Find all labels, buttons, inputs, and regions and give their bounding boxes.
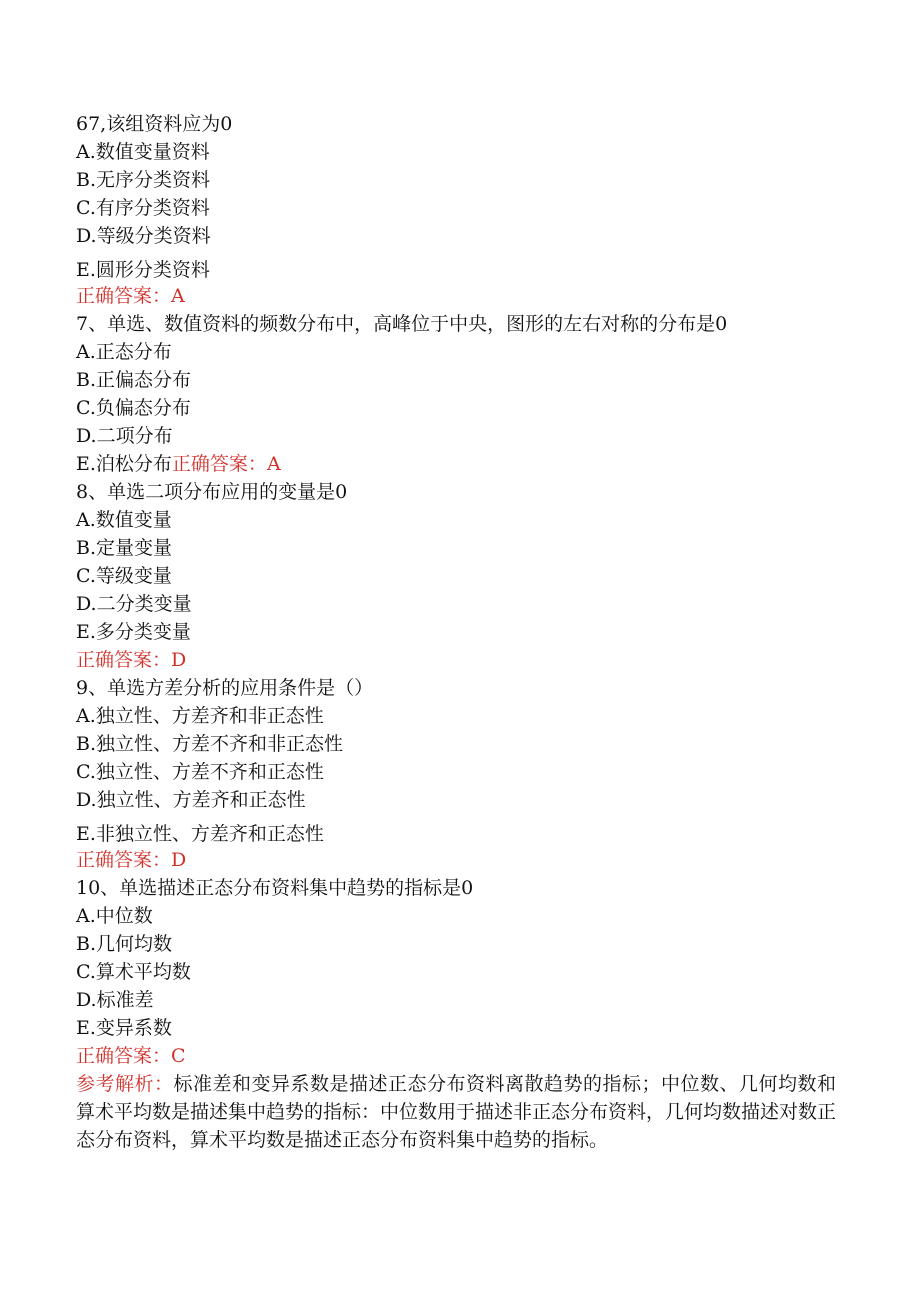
option-e-with-answer xyxy=(76,450,836,478)
option-e: E.多分类变量 xyxy=(76,621,191,643)
answer-label: 正确答案： xyxy=(76,649,172,671)
answer-line xyxy=(76,846,836,874)
option-c: C.独立性、方差不齐和正态性 xyxy=(76,761,324,783)
option-d: D.标准差 xyxy=(76,989,154,1011)
question-stem: 9、单选方差分析的应用条件是（） xyxy=(76,677,374,699)
explanation-text: 标准差和变异系数是描述正态分布资料离散趋势的指标；中位数、几何均数和算术平均数是描述集中趋势的指标：中位数用于描述非正态分布资料，几何均数描述对数正态分布资料，算术平均数是描述正态分布资料集中趋势的指标。 xyxy=(76,1073,837,1151)
option-e: E.非独立性、方差齐和正态性 xyxy=(76,823,324,845)
option-a: A.独立性、方差齐和非正态性 xyxy=(76,705,324,727)
explanation-paragraph xyxy=(76,1070,836,1154)
option-e: E.泊松分布 xyxy=(76,453,172,475)
option-c: C.算术平均数 xyxy=(76,961,191,983)
answer-value: A xyxy=(171,285,185,307)
answer-line xyxy=(76,646,836,674)
option-c: C.等级变量 xyxy=(76,565,172,587)
question-stem: 8、单选二项分布应用的变量是0 xyxy=(76,481,348,503)
option-e: E.圆形分类资料 xyxy=(76,259,210,281)
option-a: A.数值变量资料 xyxy=(76,141,210,163)
answer-line xyxy=(76,1042,836,1070)
explanation-label: 参考解析： xyxy=(76,1073,174,1095)
answer-line xyxy=(76,282,836,310)
option-b: B.定量变量 xyxy=(76,537,173,559)
option-b: B.几何均数 xyxy=(76,933,173,955)
answer-label: 正确答案： xyxy=(76,285,172,307)
option-c: C.负偏态分布 xyxy=(76,397,191,419)
option-a: A.中位数 xyxy=(76,905,153,927)
answer-value: D xyxy=(171,649,187,671)
question-stem: 67,该组资料应为0 xyxy=(76,113,233,135)
answer-value: A xyxy=(266,453,281,475)
option-a: A.正态分布 xyxy=(76,341,172,363)
question-stem: 10、单选描述正态分布资料集中趋势的指标是0 xyxy=(76,877,474,899)
option-b: B.独立性、方差不齐和非正态性 xyxy=(76,733,344,755)
answer-label: 正确答案： xyxy=(76,1045,172,1067)
answer-label: 正确答案： xyxy=(171,453,267,475)
question-stem: 7、单选、数值资料的频数分布中，高峰位于中央，图形的左右对称的分布是0 xyxy=(76,313,728,335)
answer-value: D xyxy=(171,849,187,871)
answer-label: 正确答案： xyxy=(76,849,172,871)
option-d: D.独立性、方差齐和正态性 xyxy=(76,789,306,811)
option-d: D.二分类变量 xyxy=(76,593,192,615)
document-page xyxy=(76,110,836,1154)
option-b: B.无序分类资料 xyxy=(76,169,211,191)
option-b: B.正偏态分布 xyxy=(76,369,192,391)
option-d: D.二项分布 xyxy=(76,425,173,447)
option-c: C.有序分类资料 xyxy=(76,197,210,219)
option-d: D.等级分类资料 xyxy=(76,225,211,247)
option-e: E.变异系数 xyxy=(76,1017,172,1039)
option-a: A.数值变量 xyxy=(76,509,172,531)
answer-value: C xyxy=(171,1045,186,1067)
